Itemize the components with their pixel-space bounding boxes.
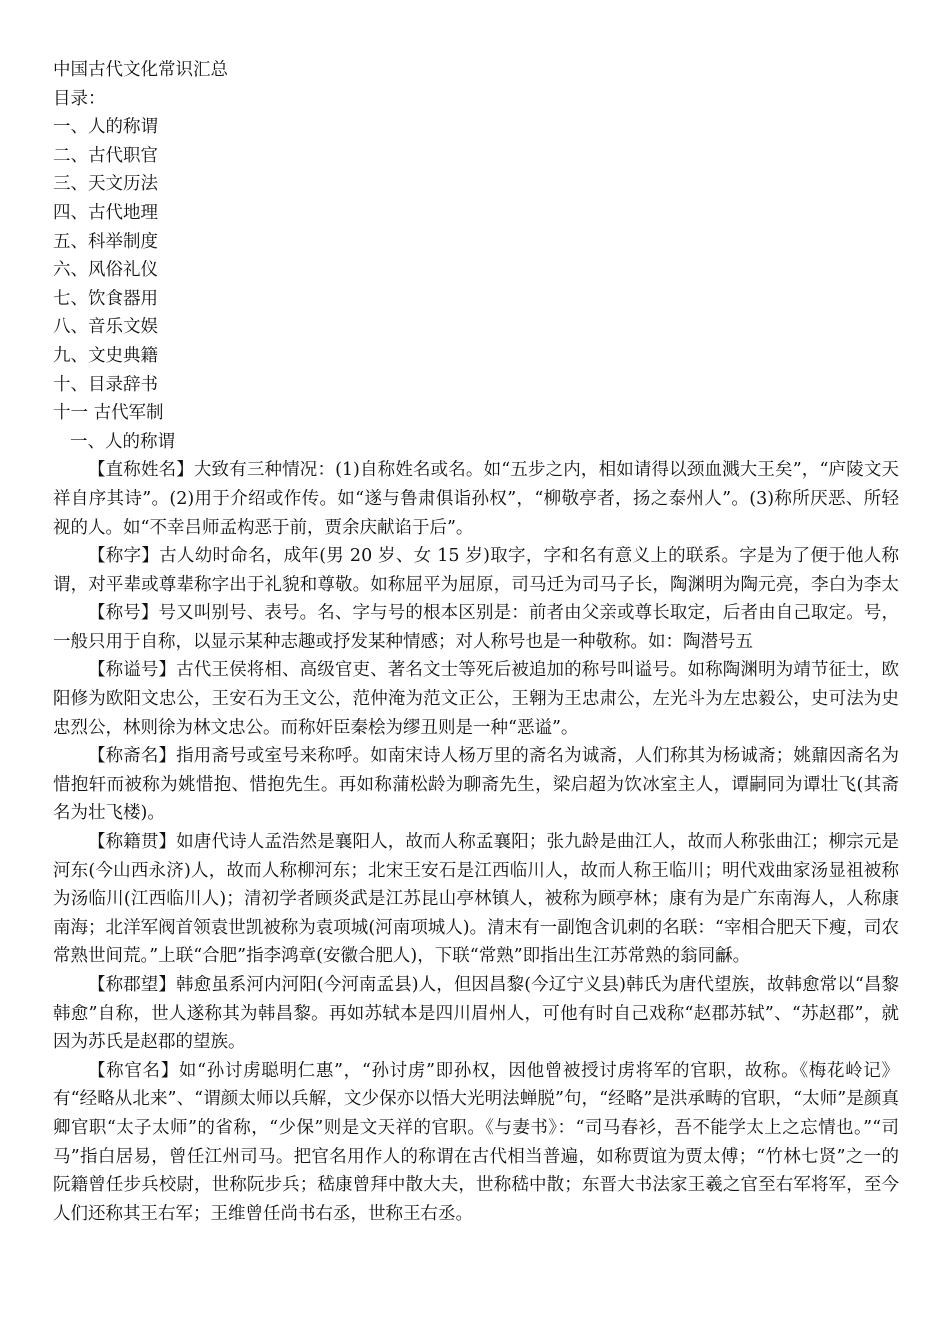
paragraph-text: 大致有三种情况：(1)自称姓名或名。如“五步之内，相如请得以颈血溅大王矣”，“庐陵文天祥自序其诗”。(2)用于介绍或作传。如“遂与鲁肃俱诣孙权”，“柳敬亭者，扬之泰州人”。(3)称所厌恶、所轻视的人。如“不幸吕师孟构恶于前，贾余庆献谄于后”。	[53, 460, 899, 538]
paragraph-text: 如唐代诗人孟浩然是襄阳人，故而人称孟襄阳；张九龄是曲江人，故而人称张曲江；柳宗元是河东(今山西永济)人，故而人称柳河东；北宋王安石是江西临川人，故而人称王临川；明代戏曲家汤显祖被称为汤临川(江西临川人)；清初学者顾炎武是江苏昆山亭林镇人，被称为顾亭林；康有为是广东南海人，人称康南海；北洋军阀首领袁世凯被称为袁项城(河南项城人)。清末有一副饱含讥刺的名联：“宰相合肥天下瘦，司农常熟世间荒。”上联“合肥”指李鸿章(安徽合肥人)，下联“常熟”即指出生江苏常熟的翁同龢。	[53, 832, 900, 967]
paragraph-clan-origin	[53, 971, 899, 1057]
paragraph-text: 指用斋号或室号来称呼。如南宋诗人杨万里的斋名为诚斋，人们称其为杨诚斋；姚鼐因斋名为惜抱轩而被称为姚惜抱、惜抱先生。再如称蒲松龄为聊斋先生，梁启超为饮冰室主人，谭嗣同为谭壮飞(其斋名为壮飞楼)。	[53, 746, 900, 824]
paragraph-heading: 【直称姓名】	[88, 460, 194, 481]
toc-item: 六、风俗礼仪	[53, 260, 158, 281]
paragraph-direct-name	[53, 456, 899, 542]
toc-item: 一、人的称谓	[53, 117, 158, 138]
paragraph-heading: 【称郡望】	[88, 975, 176, 995]
paragraph-studio-name	[53, 742, 899, 828]
paragraph-heading: 【称官名】	[88, 1060, 179, 1081]
toc-label: 目录：	[53, 88, 106, 109]
toc-item: 三、天文历法	[53, 174, 158, 195]
paragraph-heading: 【称斋名】	[88, 746, 177, 767]
paragraph-text: 古人幼时命名，成年(男 20 岁、女 15 岁)取字，字和名有意义上的联系。字是为了便于他人称谓，对平辈或尊辈称字出于礼貌和尊敬。如称屈平为屈原，司马迁为司马子长，陶渊明为陶元亮，李白为李太	[53, 546, 899, 595]
paragraph-text: 如“孙讨虏聪明仁惠”，“孙讨虏”即孙权，因他曾被授讨虏将军的官职，故称。《梅花岭记》有“经略从北来”、“谓颜太师以兵解，文少保亦以悟大光明法蝉脱”句，“经略”是洪承畴的官职，“太师”是颜真卿官职“太子太师”的省称，“少保”则是文天祥的官职。《与妻书》：“司马春衫，吾不能学太上之忘情也。”“司马”指白居易，曾任江州司马。把官名用作人的称谓在古代相当普遍，如称贾谊为贾太傅；“竹林七贤”之一的阮籍曾任步兵校尉，世称阮步兵；嵇康曾拜中散大夫，世称嵇中散；东晋大书法家王羲之官至右军将军，至今人们还称其王右军；王维曾任尚书右丞，世称王右丞。	[53, 1060, 899, 1224]
paragraph-posthumous-name	[53, 656, 899, 742]
toc-item: 七、饮食器用	[53, 288, 158, 309]
paragraph-text: 韩愈虽系河内河阳(今河南孟县)人，但因昌黎(今辽宁义县)韩氏为唐代望族，故韩愈常以“昌黎韩愈”自称，世人遂称其为韩昌黎。再如苏轼本是四川眉州人，可他有时自己戏称“赵郡苏轼”、“苏赵郡”，就因为苏氏是赵郡的望族。	[53, 975, 899, 1053]
paragraph-heading: 【称字】	[88, 546, 160, 567]
paragraph-official-title	[53, 1057, 899, 1257]
toc-item: 二、古代职官	[53, 145, 158, 166]
toc-item: 十、目录辞书	[53, 374, 158, 395]
paragraph-art-name	[53, 599, 899, 656]
paragraph-courtesy-name	[53, 542, 899, 599]
paragraph-heading: 【称号】	[88, 603, 159, 624]
toc-item: 五、科举制度	[53, 231, 158, 252]
paragraph-text: 号又叫别号、表号。名、字与号的根本区别是：前者由父亲或尊长取定，后者由自己取定。号，一般只用于自称，以显示某种志趣或抒发某种情感；对人称号也是一种敬称。如：陶潜号五	[53, 603, 899, 652]
toc-item: 八、音乐文娱	[53, 317, 158, 338]
toc-item: 四、古代地理	[53, 202, 158, 223]
paragraph-text: 古代王侯将相、高级官吏、著名文士等死后被追加的称号叫谥号。如称陶渊明为靖节征士，欧阳修为欧阳文忠公，王安石为王文公，范仲淹为范文正公，王翱为王忠肃公，左光斗为左忠毅公，史可法为史忠烈公，林则徐为林文忠公。而称奸臣秦桧为缪丑则是一种“恶谥”。	[53, 660, 900, 738]
table-of-contents	[53, 113, 899, 428]
paragraph-heading: 【称籍贯】	[88, 832, 177, 853]
section-heading: 一、人的称谓	[70, 431, 175, 452]
toc-item: 九、文史典籍	[53, 345, 158, 366]
document-page	[53, 56, 899, 1257]
document-title: 中国古代文化常识汇总	[53, 60, 228, 80]
toc-item: 十一 古代军制	[53, 403, 164, 424]
paragraph-heading: 【称谥号】	[88, 660, 177, 681]
paragraph-native-place	[53, 828, 899, 971]
